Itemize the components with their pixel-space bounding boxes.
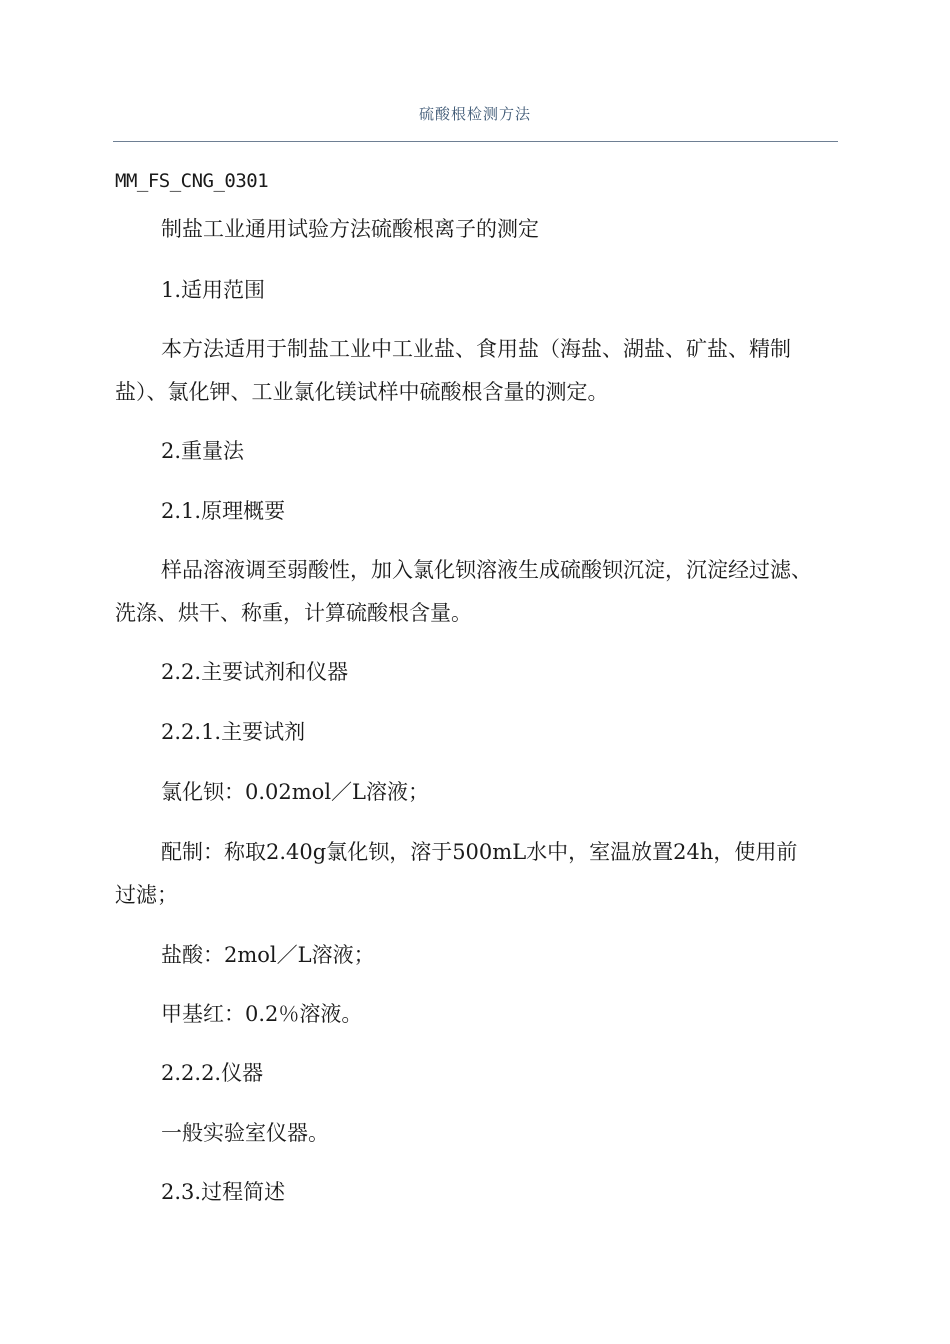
- section-heading: 2.3.过程简述: [161, 1180, 286, 1204]
- section-heading: 2.2.2.仪器: [161, 1061, 264, 1085]
- paragraph-line: 过滤；: [115, 883, 178, 907]
- paragraph-line: 盐酸：2mol／L溶液；: [161, 943, 375, 967]
- doc-title: 制盐工业通用试验方法硫酸根离子的测定: [161, 217, 539, 241]
- section-heading: 1.适用范围: [161, 278, 266, 302]
- paragraph-line: 氯化钡：0.02mol／L溶液；: [161, 780, 429, 804]
- paragraph-line: 本方法适用于制盐工业中工业盐、食用盐（海盐、湖盐、矿盐、精制: [161, 337, 791, 361]
- section-heading: 2.1.原理概要: [161, 499, 286, 523]
- header-divider: [113, 141, 838, 142]
- header-title: 硫酸根检测方法: [418, 105, 531, 123]
- paragraph-line: 样品溶液调至弱酸性，加入氯化钡溶液生成硫酸钡沉淀，沉淀经过滤、: [161, 558, 812, 582]
- paragraph-line: 甲基红：0.2％溶液。: [161, 1002, 363, 1026]
- paragraph-line: 洗涤、烘干、称重，计算硫酸根含量。: [115, 601, 472, 625]
- section-heading: 2.2.主要试剂和仪器: [161, 660, 349, 684]
- paragraph-line: 一般实验室仪器。: [161, 1121, 329, 1145]
- section-heading: 2.重量法: [161, 439, 245, 463]
- paragraph-line: 配制：称取2.40g氯化钡，溶于500mL水中，室温放置24h，使用前: [161, 840, 798, 864]
- document-code: MM_FS_CNG_0301: [115, 170, 269, 192]
- section-heading: 2.2.1.主要试剂: [161, 720, 306, 744]
- paragraph-line: 盐）、氯化钾、工业氯化镁试样中硫酸根含量的测定。: [115, 380, 609, 404]
